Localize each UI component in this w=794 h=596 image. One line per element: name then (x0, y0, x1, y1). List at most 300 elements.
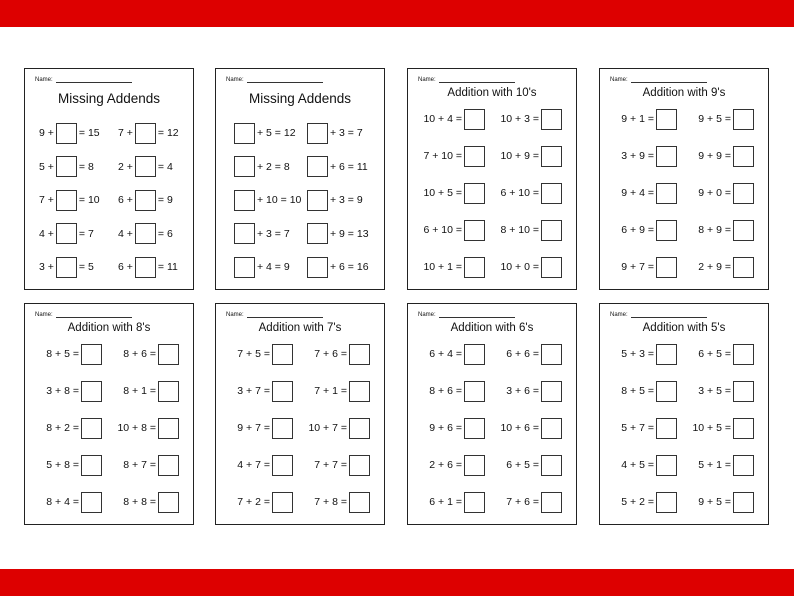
problem (305, 188, 363, 212)
answer-box[interactable] (733, 109, 754, 130)
name-label: Name: (418, 77, 436, 83)
answer-box[interactable] (272, 344, 293, 365)
answer-box[interactable] (656, 146, 677, 167)
sum-text: = 4 (157, 160, 173, 173)
answer-box[interactable] (541, 418, 562, 439)
answer-box[interactable] (349, 381, 370, 402)
worksheet-card (599, 303, 769, 525)
answer-box[interactable] (733, 220, 754, 241)
problem-row (600, 107, 768, 131)
answer-box[interactable] (234, 156, 255, 177)
problem (118, 188, 173, 212)
problem-row (600, 342, 768, 366)
equation-text: 6 + 9 = (621, 224, 654, 236)
equation-text: 9 + 6 = (429, 422, 462, 434)
equation-text: 5 + 1 = (698, 459, 731, 471)
equation-text: 9 + 0 = (698, 187, 731, 199)
problem-row (25, 121, 193, 145)
problem (123, 453, 181, 477)
worksheet-title: Addition with 10's (447, 87, 537, 99)
equation-text: + 3 = 9 (330, 194, 363, 206)
problem (46, 453, 104, 477)
answer-box[interactable] (656, 220, 677, 241)
equation-text: 10 + 3 = (500, 113, 539, 125)
sum-text: = 12 (157, 127, 179, 139)
name-underline[interactable] (56, 76, 132, 83)
problem (506, 342, 564, 366)
answer-box[interactable] (541, 381, 562, 402)
problem (506, 379, 564, 403)
answer-box[interactable] (349, 418, 370, 439)
answer-box[interactable] (56, 223, 77, 244)
addend-text: 9 + (39, 127, 54, 139)
problem (423, 255, 487, 279)
answer-box[interactable] (733, 257, 754, 278)
worksheet-card (215, 303, 385, 525)
answer-box[interactable] (541, 455, 562, 476)
problem-row (216, 121, 384, 145)
equation-text: 6 + 6 = (506, 348, 539, 360)
equation-text: 7 + 8 = (314, 496, 347, 508)
problem (506, 490, 564, 514)
equation-text: 5 + 8 = (46, 459, 79, 471)
equation-text: 7 + 7 = (314, 459, 347, 471)
problem-row (408, 255, 576, 279)
problem (118, 121, 179, 145)
equation-text: + 10 = 10 (257, 194, 302, 206)
equation-text: 6 + 5 = (506, 459, 539, 471)
problem (500, 218, 564, 242)
problem (621, 416, 679, 440)
answer-box[interactable] (158, 455, 179, 476)
answer-box[interactable] (656, 344, 677, 365)
problem (39, 222, 94, 246)
problem (232, 222, 290, 246)
answer-box[interactable] (135, 190, 156, 211)
equation-text: 10 + 0 = (500, 261, 539, 273)
problem (500, 416, 564, 440)
equation-text: + 3 = 7 (257, 227, 290, 240)
answer-box[interactable] (272, 492, 293, 513)
problem (698, 379, 756, 403)
answer-box[interactable] (733, 183, 754, 204)
answer-box[interactable] (464, 220, 485, 241)
problem (621, 181, 679, 205)
answer-box[interactable] (158, 418, 179, 439)
problem (308, 416, 372, 440)
worksheet-title: Addition with 7's (258, 322, 342, 334)
worksheet-card (24, 303, 194, 525)
problem (698, 107, 756, 131)
problem (305, 255, 369, 279)
problem (429, 342, 487, 366)
name-label: Name: (35, 77, 53, 83)
answer-box[interactable] (464, 381, 485, 402)
answer-box[interactable] (81, 455, 102, 476)
equation-text: 10 + 5 = (423, 187, 462, 199)
answer-box[interactable] (135, 123, 156, 144)
problem-row (216, 342, 384, 366)
problem-row (408, 107, 576, 131)
problem-row (25, 416, 193, 440)
answer-box[interactable] (56, 156, 77, 177)
answer-box[interactable] (541, 109, 562, 130)
name-underline[interactable] (439, 311, 515, 318)
problem-row (408, 342, 576, 366)
problem (314, 379, 372, 403)
problem-row (216, 188, 384, 212)
problem (692, 416, 756, 440)
equation-text: 7 + 6 = (314, 348, 347, 360)
problem (314, 453, 372, 477)
addend-text: 4 + (39, 227, 54, 240)
equation-text: 3 + 6 = (506, 385, 539, 397)
problem (305, 222, 369, 246)
name-line (418, 76, 515, 83)
equation-text: 10 + 8 = (117, 422, 156, 434)
problem (698, 181, 756, 205)
answer-box[interactable] (56, 257, 77, 278)
sum-text: = 15 (78, 127, 100, 139)
answer-box[interactable] (81, 381, 102, 402)
name-line (610, 76, 707, 83)
equation-text: + 6 = 16 (330, 261, 369, 273)
problem (500, 144, 564, 168)
problem (429, 416, 487, 440)
equation-text: 10 + 5 = (692, 422, 731, 434)
answer-box[interactable] (234, 223, 255, 244)
equation-text: 2 + 6 = (429, 459, 462, 471)
answer-box[interactable] (234, 257, 255, 278)
answer-box[interactable] (464, 344, 485, 365)
answer-box[interactable] (135, 223, 156, 244)
answer-box[interactable] (158, 344, 179, 365)
sum-text: = 10 (78, 194, 100, 206)
answer-box[interactable] (349, 492, 370, 513)
name-line (610, 311, 707, 318)
problem (621, 144, 679, 168)
answer-box[interactable] (656, 183, 677, 204)
answer-box[interactable] (234, 123, 255, 144)
answer-box[interactable] (656, 257, 677, 278)
problem (621, 255, 679, 279)
problem-row (216, 416, 384, 440)
equation-text: 9 + 5 = (698, 113, 731, 125)
problem (429, 453, 487, 477)
equation-text: + 2 = 8 (257, 160, 290, 173)
equation-text: 7 + 6 = (506, 496, 539, 508)
equation-text: 9 + 1 = (621, 113, 654, 125)
problem (123, 342, 181, 366)
problem (429, 490, 487, 514)
name-label: Name: (226, 312, 244, 318)
problem-row (600, 144, 768, 168)
answer-box[interactable] (307, 156, 328, 177)
problem (237, 379, 295, 403)
problem-row (600, 255, 768, 279)
problem (621, 453, 679, 477)
problem-row (25, 188, 193, 212)
equation-text: + 4 = 9 (257, 261, 290, 273)
answer-box[interactable] (733, 418, 754, 439)
problem-row (25, 379, 193, 403)
answer-box[interactable] (541, 492, 562, 513)
equation-text: 7 + 5 = (237, 348, 270, 360)
problem (698, 342, 756, 366)
answer-box[interactable] (541, 257, 562, 278)
problem-row (600, 453, 768, 477)
answer-box[interactable] (307, 123, 328, 144)
problem (621, 218, 679, 242)
name-label: Name: (418, 312, 436, 318)
equation-text: 3 + 8 = (46, 385, 79, 397)
answer-box[interactable] (464, 455, 485, 476)
name-label: Name: (610, 77, 628, 83)
problem (123, 379, 181, 403)
problem (237, 342, 295, 366)
answer-box[interactable] (464, 146, 485, 167)
answer-box[interactable] (81, 344, 102, 365)
problem (39, 121, 100, 145)
addend-text: 6 + (118, 261, 133, 273)
problem-row (408, 144, 576, 168)
problem (305, 121, 363, 145)
answer-box[interactable] (307, 257, 328, 278)
answer-box[interactable] (81, 418, 102, 439)
equation-text: 6 + 10 = (423, 224, 462, 236)
addend-text: 7 + (39, 194, 54, 206)
problem-row (25, 255, 193, 279)
name-label: Name: (35, 312, 53, 318)
answer-box[interactable] (135, 156, 156, 177)
addend-text: 5 + (39, 160, 54, 173)
answer-box[interactable] (541, 344, 562, 365)
problem (429, 379, 487, 403)
equation-text: 9 + 5 = (698, 496, 731, 508)
equation-text: 4 + 5 = (621, 459, 654, 471)
answer-box[interactable] (541, 183, 562, 204)
problem (500, 255, 564, 279)
equation-text: 10 + 4 = (423, 113, 462, 125)
equation-text: 6 + 1 = (429, 496, 462, 508)
problem-row (408, 490, 576, 514)
answer-box[interactable] (464, 492, 485, 513)
problem-row (600, 181, 768, 205)
answer-box[interactable] (272, 455, 293, 476)
name-underline[interactable] (631, 311, 707, 318)
equation-text: 5 + 3 = (621, 348, 654, 360)
problem (698, 218, 756, 242)
answer-box[interactable] (733, 381, 754, 402)
answer-box[interactable] (158, 381, 179, 402)
top-red-band (0, 0, 794, 27)
equation-text: 3 + 9 = (621, 150, 654, 162)
worksheet-title: Missing Addends (57, 91, 161, 106)
worksheet-title: Missing Addends (248, 91, 352, 106)
problem-row (600, 416, 768, 440)
problem (305, 155, 368, 179)
problem (39, 188, 100, 212)
worksheet-title: Addition with 9's (642, 87, 726, 99)
problem (698, 255, 756, 279)
sum-text: = 9 (157, 194, 173, 206)
answer-box[interactable] (733, 492, 754, 513)
answer-box[interactable] (656, 418, 677, 439)
equation-text: 9 + 4 = (621, 187, 654, 199)
problem (232, 188, 301, 212)
equation-text: 3 + 5 = (698, 385, 731, 397)
equation-text: 9 + 7 = (237, 422, 270, 434)
problem-row (408, 181, 576, 205)
name-underline[interactable] (56, 311, 132, 318)
answer-box[interactable] (349, 344, 370, 365)
equation-text: 4 + 7 = (237, 459, 270, 471)
problem (698, 144, 756, 168)
problem (314, 342, 372, 366)
name-underline[interactable] (631, 76, 707, 83)
equation-text: 8 + 6 = (123, 348, 156, 360)
sum-text: = 6 (157, 227, 173, 240)
worksheet-card (599, 68, 769, 290)
name-line (35, 76, 132, 83)
addend-text: 3 + (39, 261, 54, 273)
problem-row (600, 490, 768, 514)
answer-box[interactable] (464, 257, 485, 278)
problem-row (25, 155, 193, 179)
problem (46, 379, 104, 403)
problem (237, 453, 295, 477)
answer-box[interactable] (272, 381, 293, 402)
answer-box[interactable] (656, 109, 677, 130)
addend-text: 6 + (118, 194, 133, 206)
answer-box[interactable] (733, 146, 754, 167)
problem (46, 490, 104, 514)
answer-box[interactable] (56, 123, 77, 144)
name-label: Name: (226, 77, 244, 83)
problem (118, 155, 173, 179)
problem (621, 490, 679, 514)
answer-box[interactable] (349, 455, 370, 476)
answer-box[interactable] (464, 418, 485, 439)
problem (39, 155, 94, 179)
problem (232, 255, 290, 279)
problem (237, 490, 295, 514)
equation-text: 6 + 4 = (429, 348, 462, 360)
name-label: Name: (610, 312, 628, 318)
name-underline[interactable] (439, 76, 515, 83)
equation-text: 8 + 5 = (621, 385, 654, 397)
equation-text: 3 + 7 = (237, 385, 270, 397)
equation-text: 8 + 4 = (46, 496, 79, 508)
worksheet-card (407, 303, 577, 525)
equation-text: 9 + 9 = (698, 150, 731, 162)
equation-text: 8 + 2 = (46, 422, 79, 434)
equation-text: 8 + 8 = (123, 496, 156, 508)
equation-text: 8 + 1 = (123, 385, 156, 397)
answer-box[interactable] (272, 418, 293, 439)
problem-row (408, 416, 576, 440)
name-underline[interactable] (247, 311, 323, 318)
equation-text: 7 + 1 = (314, 385, 347, 397)
worksheet-card (24, 68, 194, 290)
problem (237, 416, 295, 440)
equation-text: 8 + 10 = (500, 224, 539, 236)
sum-text: = 11 (157, 261, 178, 273)
answer-box[interactable] (541, 220, 562, 241)
answer-box[interactable] (656, 455, 677, 476)
problem (698, 453, 756, 477)
problem-row (600, 379, 768, 403)
name-underline[interactable] (247, 76, 323, 83)
equation-text: 5 + 7 = (621, 422, 654, 434)
problem-row (216, 453, 384, 477)
problem (46, 342, 104, 366)
equation-text: 7 + 2 = (237, 496, 270, 508)
name-line (226, 76, 323, 83)
problem (118, 222, 173, 246)
answer-box[interactable] (307, 190, 328, 211)
answer-box[interactable] (733, 344, 754, 365)
problem (46, 416, 104, 440)
answer-box[interactable] (464, 109, 485, 130)
problem (423, 218, 487, 242)
equation-text: 6 + 5 = (698, 348, 731, 360)
problem (423, 144, 487, 168)
answer-box[interactable] (307, 223, 328, 244)
addend-text: 2 + (118, 160, 133, 173)
problem-row (408, 379, 576, 403)
problem (621, 342, 679, 366)
equation-text: 5 + 2 = (621, 496, 654, 508)
answer-box[interactable] (234, 190, 255, 211)
sum-text: = 7 (78, 227, 94, 240)
problem-row (600, 218, 768, 242)
problem-row (408, 453, 576, 477)
equation-text: + 3 = 7 (330, 127, 363, 139)
equation-text: 8 + 9 = (698, 224, 731, 236)
problem-row (408, 218, 576, 242)
equation-text: 8 + 6 = (429, 385, 462, 397)
answer-box[interactable] (81, 492, 102, 513)
worksheet-card (215, 68, 385, 290)
answer-box[interactable] (464, 183, 485, 204)
worksheet-title: Addition with 8's (67, 322, 151, 334)
equation-text: 6 + 10 = (500, 187, 539, 199)
equation-text: 2 + 9 = (698, 261, 731, 273)
answer-box[interactable] (135, 257, 156, 278)
answer-box[interactable] (733, 455, 754, 476)
problem (232, 155, 290, 179)
equation-text: 10 + 7 = (308, 422, 347, 434)
problem (500, 181, 564, 205)
equation-text: 8 + 5 = (46, 348, 79, 360)
answer-box[interactable] (541, 146, 562, 167)
answer-box[interactable] (656, 492, 677, 513)
answer-box[interactable] (656, 381, 677, 402)
addend-text: 7 + (118, 127, 133, 139)
problem-row (216, 255, 384, 279)
problem (506, 453, 564, 477)
answer-box[interactable] (56, 190, 77, 211)
problem (698, 490, 756, 514)
problem-row (25, 490, 193, 514)
problem (423, 107, 487, 131)
problem (117, 416, 181, 440)
problem-row (216, 155, 384, 179)
answer-box[interactable] (158, 492, 179, 513)
problem-row (25, 453, 193, 477)
worksheet-title: Addition with 5's (642, 322, 726, 334)
